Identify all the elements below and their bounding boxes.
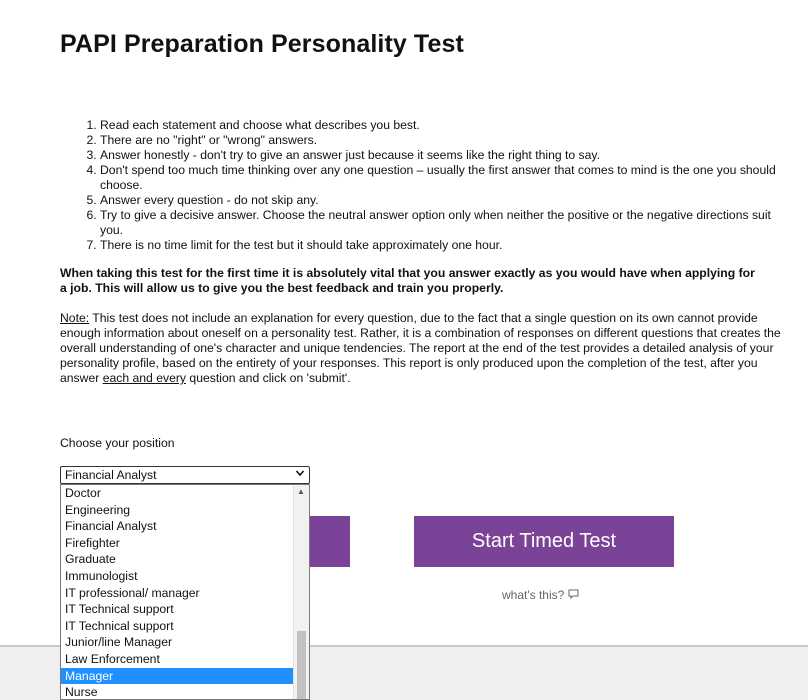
important-note: When taking this test for the first time it is absolutely vital that you answer exactly as you would have when applying for a job. This will allow us to give you the best feedback and train you properly. [60,266,755,295]
scroll-up-icon[interactable]: ▲ [297,487,305,496]
whats-this-text: what's this? [502,588,565,602]
option-it-professional[interactable]: IT professional/ manager [65,585,200,600]
position-options [61,485,293,700]
option-junior-line-manager[interactable]: Junior/line Manager [65,635,173,650]
instruction-item: 7. There is no time limit for the test but it should take approximately one hour. [100,238,785,253]
instruction-item: 2. There are no "right" or "wrong" answers. [100,133,785,148]
option-nurse[interactable]: Nurse [65,685,98,700]
whats-this-link[interactable] [502,588,579,602]
option-firefighter[interactable]: Firefighter [65,535,120,550]
option-graduate[interactable]: Graduate [65,552,116,567]
note-label: Note: [60,311,90,325]
start-timed-test-label: Start Timed Test [471,530,617,552]
position-dropdown[interactable] [60,484,310,700]
page-title: PAPI Preparation Personality Test [60,30,464,58]
option-it-technical-support[interactable]: IT Technical support [65,602,174,617]
option-immunologist[interactable]: Immunologist [65,568,138,583]
comment-icon [568,588,579,602]
scroll-thumb[interactable] [297,631,306,700]
dropdown-scrollbar[interactable] [293,485,309,699]
instructions-list [60,118,785,253]
instruction-item: 6. Try to give a decisive answer. Choose the neutral answer option only when neither the positive or the negative directions suit you. [100,208,785,238]
instruction-item: 1. Read each statement and choose what describes you best. [100,118,785,133]
note-emphasis: each and every [102,371,187,385]
note-paragraph [60,311,782,386]
position-select-value: Financial Analyst [65,468,157,482]
option-financial-analyst[interactable]: Financial Analyst [65,519,157,534]
note-text-b: question and click on 'submit'. [186,371,351,385]
note-text-a: This test does not include an explanation for every question, due to the fact that a single question on its own cannot provide enough information about oneself on a personality test. Rather, it is a combination of responses on different questions that creates the overall understanding of one's character and unique tendencies. The report at the end of the test provides a detailed analysis of your personality profile, based on the entirety of your responses. This report is only produced upon the completion of the test, after you answer [60,311,781,385]
instruction-item: 5. Answer every question - do not skip any. [100,193,785,208]
option-engineering[interactable]: Engineering [65,502,131,517]
option-it-technical-support-2[interactable]: IT Technical support [65,618,174,633]
start-timed-test-button[interactable] [414,516,674,567]
instruction-item: 4. Don't spend too much time thinking over any one question – usually the first answer that comes to mind is the one you should choose. [100,163,785,193]
option-law-enforcement[interactable]: Law Enforcement [65,651,160,666]
position-select[interactable] [60,466,310,484]
chevron-down-icon [295,468,305,484]
position-label: Choose your position [60,436,175,450]
instruction-item: 3. Answer honestly - don't try to give an answer just because it seems like the right thing to say. [100,148,785,163]
option-manager[interactable]: Manager [61,668,293,685]
option-doctor[interactable]: Doctor [65,486,101,500]
